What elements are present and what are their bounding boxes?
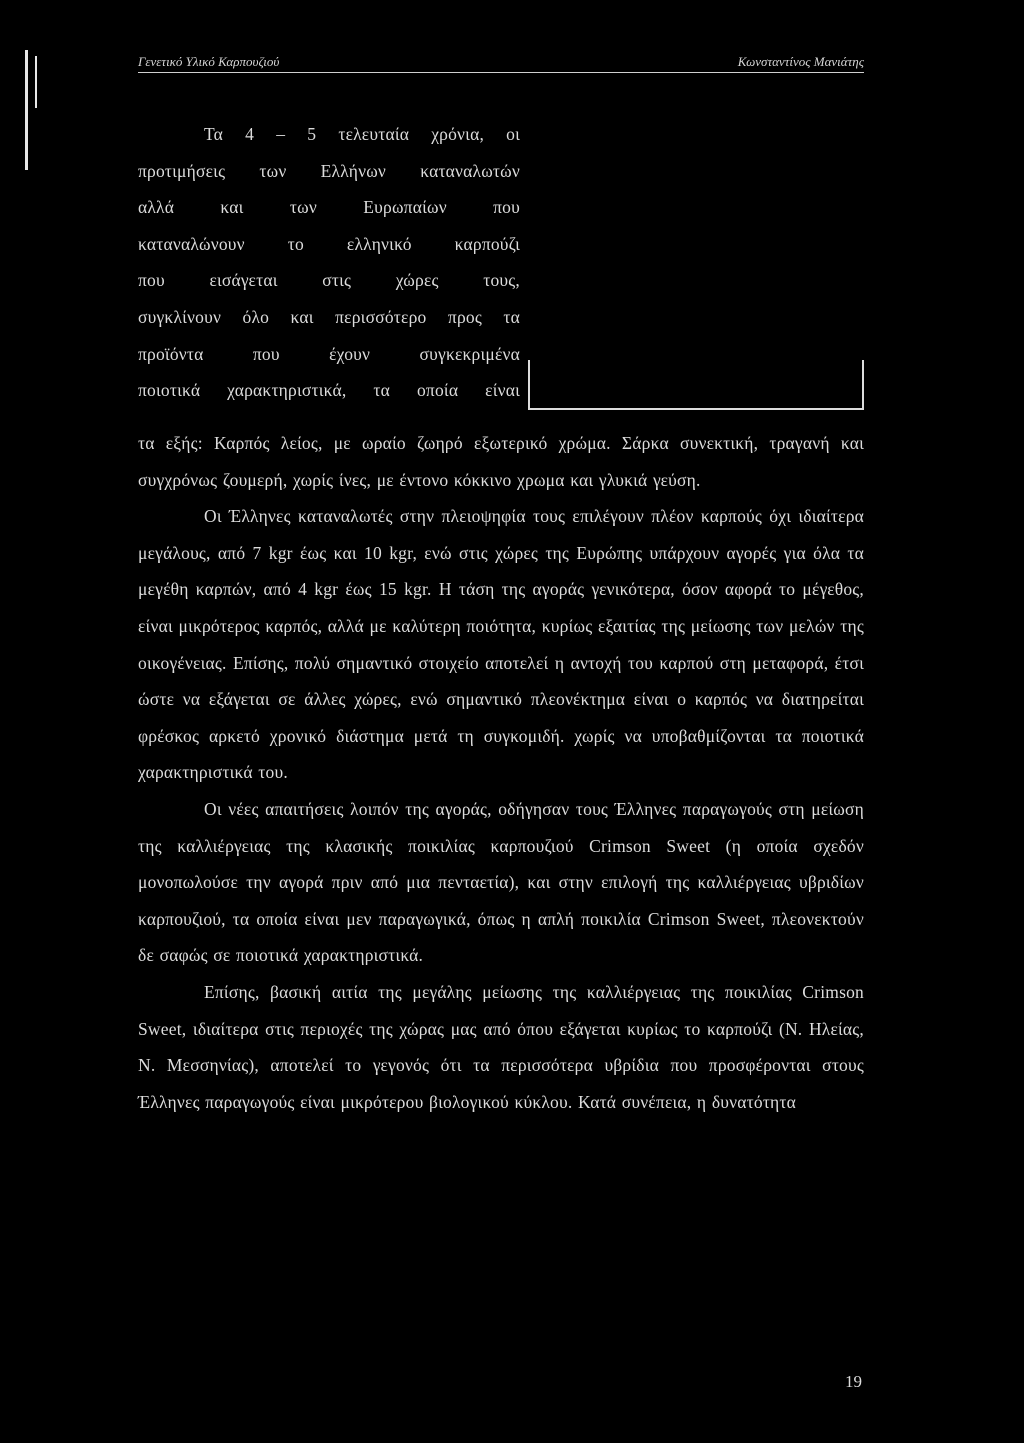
- body-paragraph: Επίσης, βασική αιτία της μεγάλης μείωσης της καλλιέργειας της ποικιλίας Crimson Sweet, ιδιαίτερα στις περιοχές της χώρας μας από όπου εξάγεται κυρίως το καρπούζι (Ν. Ηλείας, Ν. Μεσσηνίας), αποτελεί το γεγονός ότι τα περισσότερα υβρίδια που προσφέρονται στους Έλληνες παραγωγούς είναι μικρότερου βιολογικού κύκλου. Κατά συνέπεια, η δυνατότητα: [138, 981, 864, 1112]
- header-author: Κωνσταντίνος Μανιάτης: [737, 54, 864, 69]
- page-number: 19: [845, 1372, 862, 1391]
- intro-line: που εισάγεται στις χώρες τους,: [138, 270, 520, 291]
- margin-scan-line: [25, 50, 28, 170]
- intro-line: αλλά και των Ευρωπαίων που: [138, 197, 520, 218]
- intro-line: συγκλίνουν όλο και περισσότερο προς τα: [138, 306, 520, 327]
- intro-line: προϊόντα που έχουν συγκεκριμένα: [138, 343, 520, 364]
- intro-continuation: τα εξής: Καρπός λείος, με ωραίο ζωηρό εξωτερικό χρώμα. Σάρκα συνεκτική, τραγανή και συγχρόνως ζουμερή, χωρίς ίνες, με έντονο κόκκινο χρωμα και γλυκιά γεύση.: [138, 433, 864, 490]
- figure-frame: [528, 360, 864, 410]
- intro-paragraph-column: [138, 116, 520, 409]
- margin-scan-line-short: [35, 56, 37, 108]
- body-paragraph: Οι Έλληνες καταναλωτές στην πλειοψηφία τους επιλέγουν πλέον καρπούς όχι ιδιαίτερα μεγάλους, από 7 kgr έως και 10 kgr, ενώ στις χώρες της Ευρώπης υπάρχουν αγορές για όλα τα μεγέθη καρπών, από 4 kgr έως 15 kgr. Η τάση της αγοράς γενικότερα, όσον αφορά το μέγεθος, είναι μικρότερος καρπός, αλλά με καλύτερη ποιότητα, κυρίως εξαιτίας της μείωσης των μελών της οικογένειας. Επίσης, πολύ σημαντικό στοιχείο αποτελεί η αντοχή του καρπού στη μεταφορά, έτσι ώστε να εξάγεται σε άλλες χώρες, ενώ σημαντικό πλεονέκτημα είναι ο καρπός να διατηρείται φρέσκος αρκετό χρονικό διάστημα μετά τη συγκομιδή. χωρίς να υποβαθμίζονται τα ποιοτικά χαρακτηριστικά του.: [138, 506, 864, 783]
- intro-line: Τα 4 – 5 τελευταία χρόνια, οι: [204, 124, 520, 144]
- intro-line: καταναλώνουν το ελληνικό καρπούζι: [138, 233, 520, 254]
- intro-line: προτιμήσεις των Ελλήνων καταναλωτών: [138, 160, 520, 181]
- body-paragraph: Οι νέες απαιτήσεις λοιπόν της αγοράς, οδήγησαν τους Έλληνες παραγωγούς στη μείωση της καλλιέργειας της κλασικής ποικιλίας καρπουζιού Crimson Sweet (η οποία σχεδόν μονοπωλούσε την αγορά πριν από μια πενταετία), και στην επιλογή της καλλιέργειας υβριδίων καρπουζιού, τα οποία είναι μεν παραγωγικά, όπως η απλή ποικιλία Crimson Sweet, πλεονεκτούν δε σαφώς σε ποιοτικά χαρακτηριστικά.: [138, 798, 864, 966]
- intro-line: ποιοτικά χαρακτηριστικά, τα οποία είναι: [138, 380, 520, 401]
- header-document-title: Γενετικό Υλικό Καρπουζιού: [138, 54, 280, 69]
- page-header: [138, 50, 864, 73]
- body-text: [138, 425, 864, 1120]
